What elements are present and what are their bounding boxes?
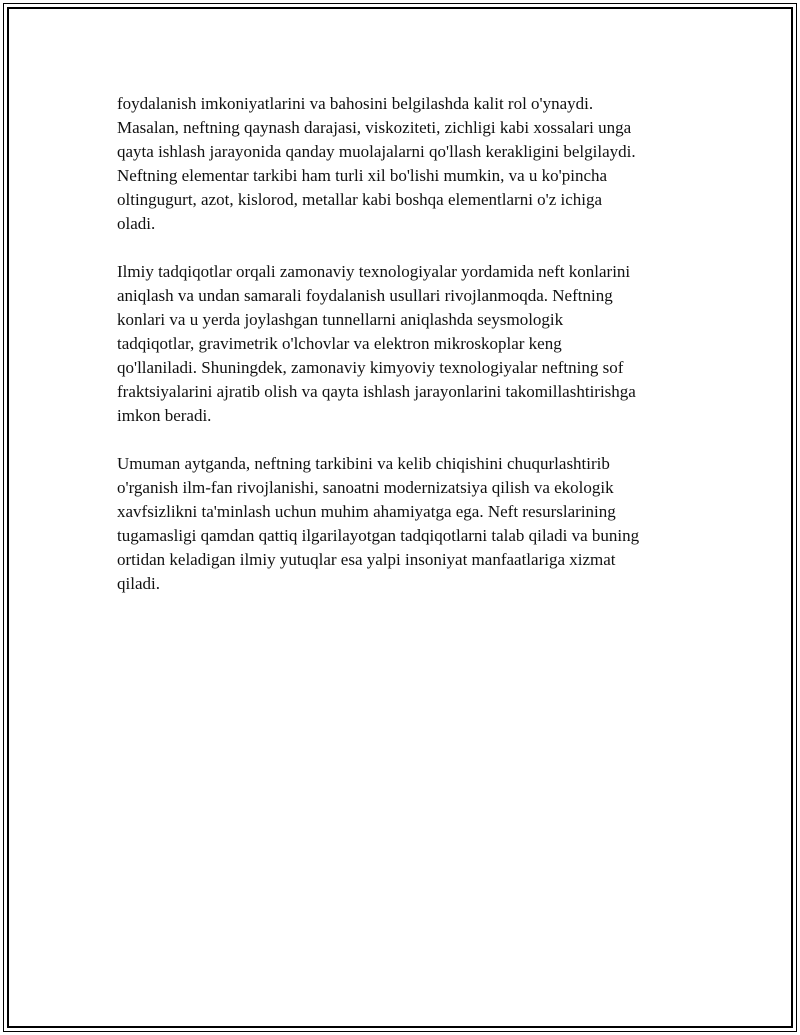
paragraph-3 <box>117 452 692 596</box>
text-line: ortidan keladigan ilmiy yutuqlar esa yalpi insoniyat manfaatlariga xizmat <box>117 550 616 569</box>
text-line: tadqiqotlar, gravimetrik o'lchovlar va elektron mikroskoplar keng <box>117 334 562 353</box>
text-line: tugamasligi qamdan qattiq ilgarilayotgan tadqiqotlarni talab qiladi va buning <box>117 526 640 545</box>
text-line: Masalan, neftning qaynash darajasi, viskoziteti, zichligi kabi xossalari unga <box>117 118 632 137</box>
text-line: konlari va u yerda joylashgan tunnellarni aniqlashda seysmologik <box>117 310 564 329</box>
text-line: Ilmiy tadqiqotlar orqali zamonaviy texnologiyalar yordamida neft konlarini <box>117 262 631 281</box>
text-line: oltingugurt, azot, kislorod, metallar kabi boshqa elementlarni o'z ichiga <box>117 190 603 209</box>
text-line: qiladi. <box>117 574 160 593</box>
text-line: qo'llaniladi. Shuningdek, zamonaviy kimyoviy texnologiyalar neftning sof <box>117 358 624 377</box>
text-line: fraktsiyalarini ajratib olish va qayta ishlash jarayonlarini takomillashtirishga <box>117 382 636 401</box>
text-line: imkon beradi. <box>117 406 212 425</box>
text-line: qayta ishlash jarayonida qanday muolajalarni qo'llash kerakligini belgilaydi. <box>117 142 636 161</box>
text-line: oladi. <box>117 214 156 233</box>
text-line: xavfsizlikni ta'minlash uchun muhim ahamiyatga ega. Neft resurslarining <box>117 502 616 521</box>
text-line: foydalanish imkoniyatlarini va bahosini belgilashda kalit rol o'ynaydi. <box>117 94 594 113</box>
document-body <box>117 92 692 620</box>
paragraph-2 <box>117 260 692 428</box>
text-line: Neftning elementar tarkibi ham turli xil bo'lishi mumkin, va u ko'pincha <box>117 166 608 185</box>
text-line: Umuman aytganda, neftning tarkibini va kelib chiqishini chuqurlashtirib <box>117 454 610 473</box>
paragraph-1 <box>117 92 692 236</box>
text-line: aniqlash va undan samarali foydalanish usullari rivojlanmoqda. Neftning <box>117 286 613 305</box>
text-line: o'rganish ilm-fan rivojlanishi, sanoatni modernizatsiya qilish va ekologik <box>117 478 614 497</box>
